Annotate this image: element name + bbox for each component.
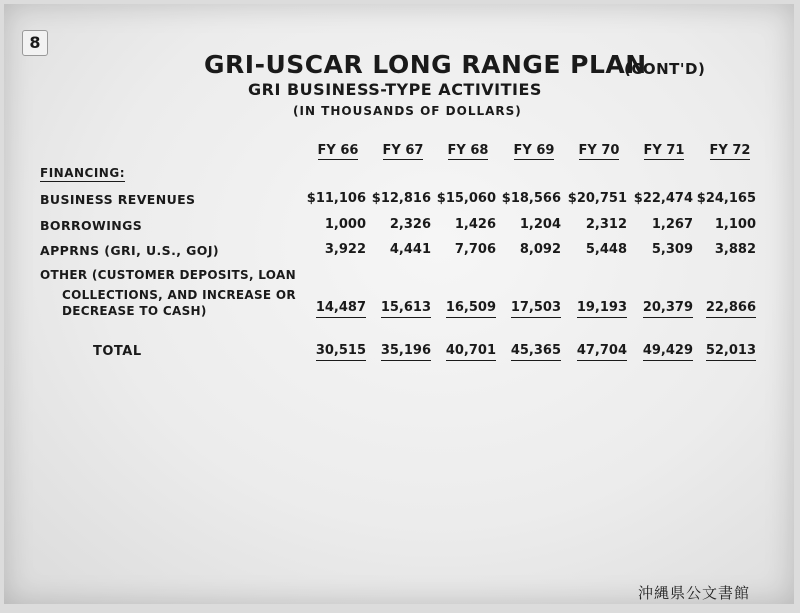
cell-other-fy71: 20,379 (627, 300, 693, 315)
column-header-fy72: FY 72 (709, 143, 751, 158)
cell-apprns-fy69: 8,092 (519, 242, 561, 257)
cell-apprns-fy71: 5,309 (651, 242, 693, 257)
cell-borrowings-fy68: 1,426 (454, 217, 496, 232)
cell-other-fy72: 22,866 (690, 300, 756, 315)
cell-apprns-fy67: 4,441 (389, 242, 431, 257)
cell-other-fy66: 14,487 (300, 300, 366, 315)
cell-borrowings-fy67: 2,326 (389, 217, 431, 232)
cell-business-revenues-fy70: $20,751 (567, 191, 627, 206)
cell-apprns-fy68: 7,706 (454, 242, 496, 257)
row-label-total: TOTAL (93, 344, 142, 359)
plate-number: 8 (22, 30, 48, 56)
column-header-fy68: FY 68 (447, 143, 489, 158)
cell-apprns-fy70: 5,448 (585, 242, 627, 257)
title-suffix: (CONT'D) (624, 60, 706, 78)
page-title: GRI-USCAR LONG RANGE PLAN (204, 50, 647, 79)
units-note: (IN THOUSANDS OF DOLLARS) (293, 104, 522, 118)
cell-total-fy68: 40,701 (430, 343, 496, 358)
cell-business-revenues-fy69: $18,566 (501, 191, 561, 206)
cell-business-revenues-fy68: $15,060 (436, 191, 496, 206)
cell-other-fy70: 19,193 (561, 300, 627, 315)
row-label-business-revenues: BUSINESS REVENUES (40, 192, 196, 207)
row-label-apprns: APPRNS (GRI, U.S., GOJ) (40, 243, 219, 258)
cell-business-revenues-fy72: $24,165 (696, 191, 756, 206)
archive-watermark: 沖縄県公文書館 (638, 584, 751, 602)
subtitle: GRI BUSINESS-TYPE ACTIVITIES (248, 80, 542, 99)
row-label-borrowings: BORROWINGS (40, 218, 143, 233)
cell-total-fy70: 47,704 (561, 343, 627, 358)
cell-business-revenues-fy71: $22,474 (633, 191, 693, 206)
cell-other-fy67: 15,613 (365, 300, 431, 315)
cell-borrowings-fy71: 1,267 (651, 217, 693, 232)
cell-total-fy66: 30,515 (300, 343, 366, 358)
cell-other-fy68: 16,509 (430, 300, 496, 315)
column-header-fy69: FY 69 (513, 143, 555, 158)
cell-apprns-fy72: 3,882 (714, 242, 756, 257)
cell-total-fy67: 35,196 (365, 343, 431, 358)
column-header-fy71: FY 71 (643, 143, 685, 158)
cell-borrowings-fy66: 1,000 (324, 217, 366, 232)
row-label-other-line-3: DECREASE TO CASH) (62, 304, 207, 318)
cell-total-fy72: 52,013 (690, 343, 756, 358)
cell-business-revenues-fy66: $11,106 (306, 191, 366, 206)
cell-business-revenues-fy67: $12,816 (371, 191, 431, 206)
cell-borrowings-fy70: 2,312 (585, 217, 627, 232)
column-header-fy66: FY 66 (317, 143, 359, 158)
cell-total-fy71: 49,429 (627, 343, 693, 358)
row-label-other-line-2: COLLECTIONS, AND INCREASE OR (62, 288, 296, 302)
cell-borrowings-fy69: 1,204 (519, 217, 561, 232)
row-label-other-line-1: OTHER (CUSTOMER DEPOSITS, LOAN (40, 268, 296, 282)
cell-borrowings-fy72: 1,100 (714, 217, 756, 232)
section-label-financing: FINANCING: (40, 166, 125, 180)
cell-other-fy69: 17,503 (495, 300, 561, 315)
cell-apprns-fy66: 3,922 (324, 242, 366, 257)
cell-total-fy69: 45,365 (495, 343, 561, 358)
column-header-fy70: FY 70 (578, 143, 620, 158)
column-header-fy67: FY 67 (382, 143, 424, 158)
